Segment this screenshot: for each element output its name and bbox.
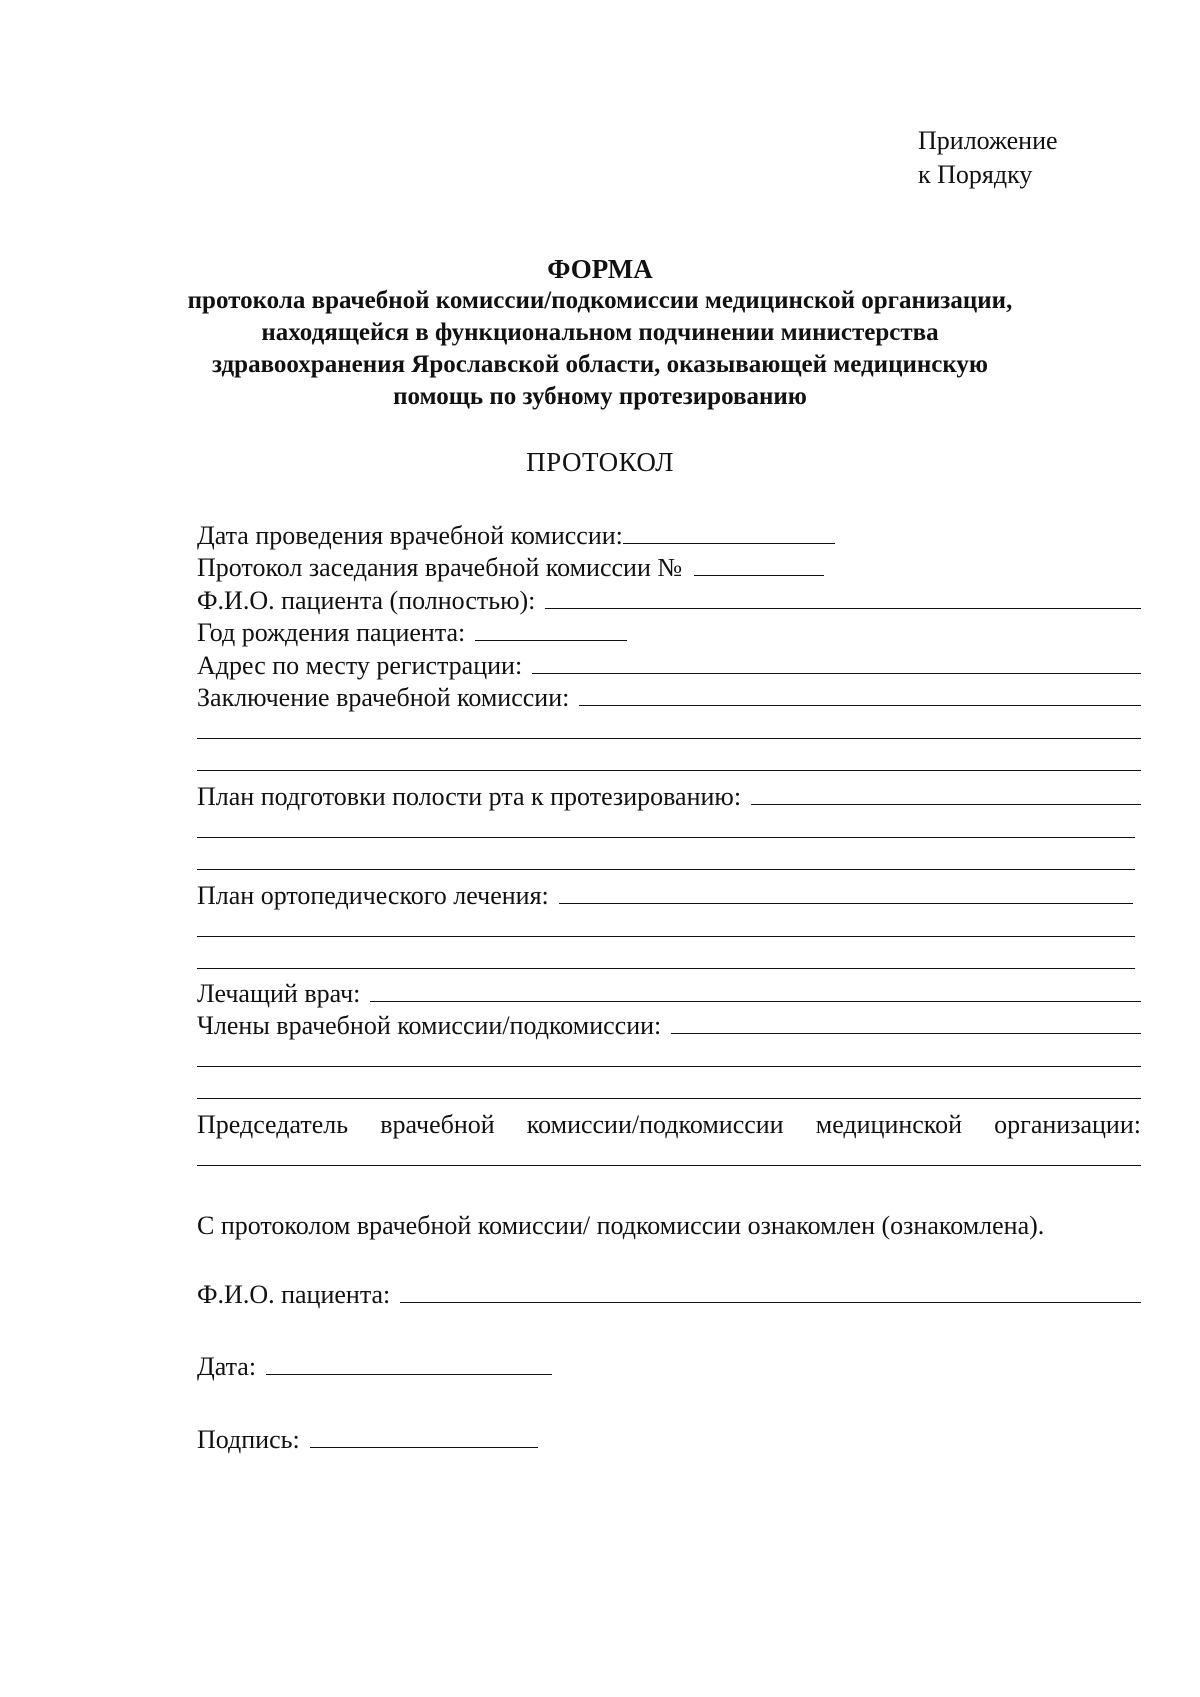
- orthopedic-plan-label: План ортопедического лечения:: [197, 881, 549, 910]
- address-label: Адрес по месту регистрации:: [197, 650, 523, 680]
- oral-prep-extra-line-2: [197, 845, 1141, 878]
- form-title-block: [150, 253, 1050, 413]
- patient-name-full-blank[interactable]: [545, 607, 1141, 609]
- conclusion-extra-line-2: [197, 746, 1141, 779]
- commission-members-blank-2[interactable]: [197, 1065, 1141, 1067]
- commission-members-extra-line-2: [197, 1074, 1141, 1107]
- protocol-number-label: Протокол заседания врачебной комиссии №: [197, 553, 683, 582]
- conclusion-blank-3[interactable]: [197, 769, 1141, 771]
- form-subtitle-line-1: протокола врачебной комиссии/подкомиссии медицинской организации,: [187, 287, 1013, 314]
- birth-year-label: Год рождения пациента:: [197, 618, 466, 647]
- protocol-heading: ПРОТОКОЛ: [526, 447, 674, 477]
- patient-name-label: Ф.И.О. пациента:: [197, 1279, 391, 1309]
- orthopedic-extra-line-1: [197, 911, 1141, 944]
- field-orthopedic-plan: [197, 877, 1141, 911]
- field-conclusion: [197, 681, 1141, 714]
- conclusion-label: Заключение врачебной комиссии:: [197, 683, 570, 712]
- commission-members-blank[interactable]: [671, 1032, 1141, 1034]
- oral-prep-plan-blank-3[interactable]: [197, 868, 1135, 870]
- date-blank[interactable]: [266, 1373, 552, 1375]
- field-patient-name: [197, 1277, 1141, 1310]
- commission-date-blank[interactable]: [623, 542, 835, 544]
- field-date: [197, 1350, 1141, 1383]
- orthopedic-plan-blank-2[interactable]: [197, 935, 1135, 937]
- field-oral-prep-plan: [197, 778, 1141, 812]
- oral-prep-extra-line-1: [197, 812, 1141, 845]
- appendix-line-2: к Порядку: [918, 160, 1033, 189]
- address-blank[interactable]: [532, 672, 1141, 674]
- acknowledgement-row: [197, 1209, 1141, 1242]
- commission-members-extra-line-1: [197, 1041, 1141, 1074]
- field-patient-name-full: [197, 583, 1141, 616]
- patient-name-full-label: Ф.И.О. пациента (полностью):: [197, 585, 536, 615]
- commission-date-label: Дата проведения врачебной комиссии:: [197, 520, 623, 550]
- attending-doctor-label: Лечащий врач:: [197, 978, 361, 1008]
- field-signature: [197, 1422, 1141, 1455]
- form-subtitle-line-2: находящейся в функциональном подчинении министерства: [261, 319, 939, 346]
- chairman-label: Председатель врачебной комиссии/подкомиссии медицинской организации:: [197, 1110, 1141, 1139]
- chairman-blank[interactable]: [197, 1164, 1141, 1166]
- form-subtitle-line-3: здравоохранения Ярославской области, оказывающей медицинскую: [211, 351, 989, 378]
- protocol-fields: [197, 518, 1141, 1455]
- date-label: Дата:: [197, 1352, 257, 1381]
- field-birth-year: [197, 616, 1141, 649]
- attending-doctor-blank[interactable]: [370, 1000, 1141, 1002]
- field-attending-doctor: [197, 976, 1141, 1009]
- field-chairman: [197, 1106, 1141, 1140]
- appendix-line-1: Приложение: [918, 126, 1058, 155]
- appendix-note: [918, 124, 1058, 192]
- chairman-extra-line: [197, 1140, 1141, 1173]
- form-subtitle-line-4: помощь по зубному протезированию: [393, 383, 807, 410]
- field-commission-members: [197, 1009, 1141, 1042]
- protocol-number-blank[interactable]: [694, 574, 824, 576]
- oral-prep-plan-label: План подготовки полости рта к протезированию:: [197, 782, 742, 811]
- orthopedic-plan-blank[interactable]: [559, 902, 1133, 904]
- patient-name-blank[interactable]: [400, 1301, 1141, 1303]
- field-commission-date: [197, 518, 1141, 551]
- field-address: [197, 648, 1141, 681]
- conclusion-blank[interactable]: [579, 704, 1141, 706]
- field-protocol-number: [197, 551, 1141, 584]
- conclusion-extra-line-1: [197, 713, 1141, 746]
- signature-blank[interactable]: [310, 1446, 538, 1448]
- acknowledgement-text: С протоколом врачебной комиссии/ подкомиссии ознакомлен (ознакомлена).: [197, 1211, 1045, 1240]
- birth-year-blank[interactable]: [475, 639, 627, 641]
- conclusion-blank-2[interactable]: [197, 737, 1141, 739]
- commission-members-label: Члены врачебной комиссии/подкомиссии:: [197, 1011, 662, 1040]
- orthopedic-extra-line-2: [197, 944, 1141, 977]
- orthopedic-plan-blank-3[interactable]: [197, 967, 1135, 969]
- oral-prep-plan-blank[interactable]: [751, 803, 1141, 805]
- signature-label: Подпись:: [197, 1424, 300, 1454]
- commission-members-blank-3[interactable]: [197, 1097, 1141, 1099]
- oral-prep-plan-blank-2[interactable]: [197, 836, 1135, 838]
- form-heading: ФОРМА: [547, 254, 653, 284]
